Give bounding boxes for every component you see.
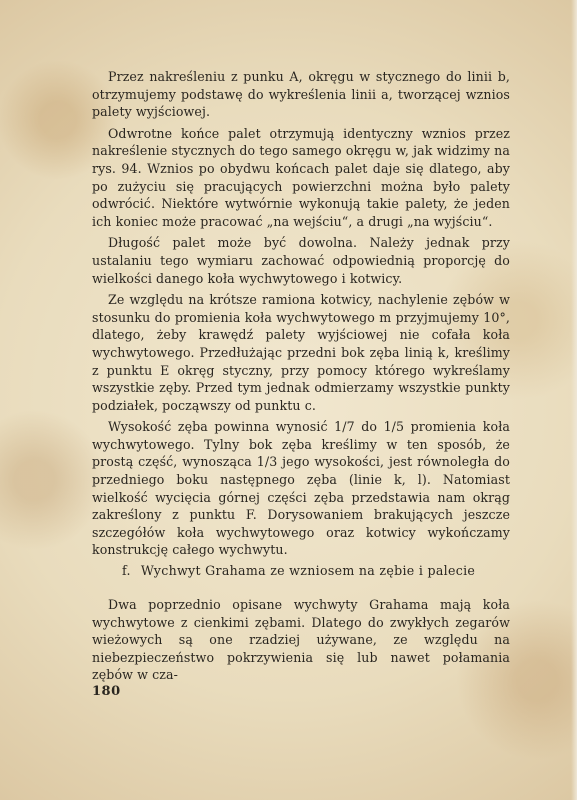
paragraph: Odwrotne końce palet otrzymują identyczny wznios przez nakreślenie stycznych do tego samego okręgu w, jak widzimy na rys. 94. Wznios po obydwu końcach palet daje się dlatego, aby po zużyciu się pracujących powierzchni można było palety odwrócić. Niektóre wytwórnie wykonują takie palety, że jeden ich koniec może pracować „na wejściu“, a drugi „na wyjściu“. <box>92 125 510 229</box>
section-number: f. <box>122 563 131 578</box>
paragraph: Ze względu na krótsze ramiona kotwicy, nachylenie zębów w stosunku do promienia koła wychwytowego m przyjmujemy 10°, dlatego, żeby krawędź palety wyjściowej nie cofała koła wychwytowego. Przedłużając przedni bok zęba linią k, kreślimy z punktu E okręg styczny, przy pomocy którego wykreślamy wszystkie zęby. Przed tym jednak odmierzamy wszystkie punkty podziałek, począwszy od punktu c. <box>92 292 510 413</box>
paragraph: Wysokość zęba powinna wynosić 1/7 do 1/5 promienia koła wychwytowego. Tylny bok zęba kreślimy w ten sposób, że prostą część, wynosząca 1/3 jego wysokości, jest równoległa do przedniego boku następnego zęba (linie k, l). Natomiast wielkość wycięcia górnej części zęba przedstawia nam okrąg zakreślony z punktu F. Dorysowaniem brakujących jeszcze szczegółów koła wychwytowego oraz kotwicy wykończamy konstrukcję całego wychwytu. <box>92 419 510 558</box>
section-heading <box>92 562 510 580</box>
page-number: 180 <box>92 684 121 699</box>
paragraph: Długość palet może być dowolna. Należy jednak przy ustalaniu tego wymiaru zachować odpowiednią proporcję do wielkości danego koła wychwytowego i kotwicy. <box>92 235 510 286</box>
page-edge <box>571 0 577 800</box>
paragraph: Przez nakreśleniu z punku A, okręgu w stycznego do linii b, otrzymujemy podstawę do wykreślenia linii a, tworzącej wznios palety wyjściowej. <box>92 69 510 120</box>
body-text-upper <box>92 68 510 563</box>
body-text-lower <box>92 596 510 684</box>
paragraph: Dwa poprzednio opisane wychwyty Grahama mają koła wychwytowe z cienkimi zębami. Dlatego do zwykłych zegarów wieżowych są one rzadziej używane, ze względu na niebezpieczeństwo pokrzywienia się lub nawet połamania zębów w cza- <box>92 597 510 683</box>
section-title: Wychwyt Grahama ze wzniosem na zębie i palecie <box>140 563 476 578</box>
